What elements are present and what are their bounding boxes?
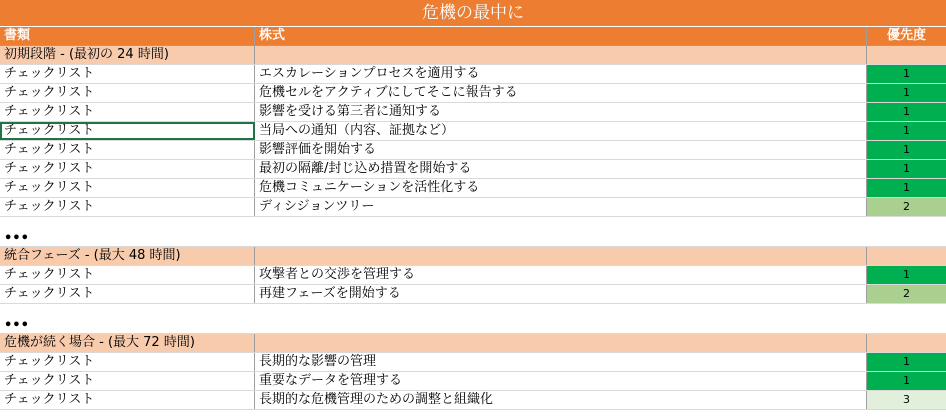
task-cell[interactable]: 再建フェーズを開始する [255, 285, 867, 303]
priority-cell[interactable]: 1 [867, 122, 946, 140]
table-row [0, 179, 946, 198]
task-cell[interactable]: 危機セルをアクティブにしてそこに報告する [255, 84, 867, 102]
priority-cell[interactable]: 1 [867, 84, 946, 102]
table-row [0, 266, 946, 285]
priority-cell[interactable]: 1 [867, 103, 946, 121]
ellipsis-row: ••• [0, 304, 946, 334]
task-cell[interactable]: 危機コミュニケーションを活性化する [255, 179, 867, 197]
section-empty[interactable] [255, 247, 867, 265]
doc-cell[interactable]: チェックリスト [0, 65, 255, 83]
table-row [0, 122, 946, 141]
task-cell[interactable]: 当局への通知（内容、証拠など） [255, 122, 867, 140]
doc-cell[interactable]: チェックリスト [0, 391, 255, 409]
header-doc[interactable]: 書類 [0, 27, 255, 45]
priority-cell[interactable]: 1 [867, 179, 946, 197]
table-row [0, 285, 946, 304]
doc-cell[interactable]: チェックリスト [0, 141, 255, 159]
table-row [0, 65, 946, 84]
task-cell[interactable]: 最初の隔離/封じ込め措置を開始する [255, 160, 867, 178]
task-cell[interactable]: ディシジョンツリー [255, 198, 867, 216]
priority-cell[interactable]: 1 [867, 65, 946, 83]
section-row [0, 46, 946, 65]
table-row [0, 198, 946, 217]
section-row [0, 334, 946, 353]
priority-cell[interactable]: 3 [867, 391, 946, 409]
priority-cell[interactable]: 1 [867, 353, 946, 371]
section-empty[interactable] [867, 46, 946, 64]
task-cell[interactable]: 長期的な影響の管理 [255, 353, 867, 371]
ellipsis-row: ••• [0, 217, 946, 247]
task-cell[interactable]: 長期的な危機管理のための調整と組織化 [255, 391, 867, 409]
table-row [0, 353, 946, 372]
priority-cell[interactable]: 2 [867, 285, 946, 303]
table-row [0, 84, 946, 103]
section-label[interactable]: 初期段階 - (最初の 24 時間) [0, 46, 255, 64]
doc-cell[interactable]: チェックリスト [0, 266, 255, 284]
priority-cell[interactable]: 2 [867, 198, 946, 216]
task-cell[interactable]: エスカレーションプロセスを適用する [255, 65, 867, 83]
table-row [0, 372, 946, 391]
table-row [0, 160, 946, 179]
table-row [0, 103, 946, 122]
doc-cell[interactable]: チェックリスト [0, 160, 255, 178]
task-cell[interactable]: 影響を受ける第三者に通知する [255, 103, 867, 121]
section-label[interactable]: 危機が続く場合 - (最大 72 時間) [0, 334, 255, 352]
section-empty[interactable] [255, 334, 867, 352]
table-row [0, 141, 946, 160]
section-empty[interactable] [255, 46, 867, 64]
section-empty[interactable] [867, 247, 946, 265]
priority-cell[interactable]: 1 [867, 160, 946, 178]
doc-cell[interactable]: チェックリスト [0, 84, 255, 102]
doc-cell[interactable]: チェックリスト [0, 372, 255, 390]
doc-cell[interactable]: チェックリスト [0, 179, 255, 197]
section-label[interactable]: 統合フェーズ - (最大 48 時間) [0, 247, 255, 265]
doc-cell-selected[interactable]: チェックリスト [0, 122, 255, 140]
priority-cell[interactable]: 1 [867, 372, 946, 390]
header-row [0, 27, 946, 46]
priority-cell[interactable]: 1 [867, 266, 946, 284]
section-row [0, 247, 946, 266]
task-cell[interactable]: 影響評価を開始する [255, 141, 867, 159]
priority-cell[interactable]: 1 [867, 141, 946, 159]
doc-cell[interactable]: チェックリスト [0, 353, 255, 371]
doc-cell[interactable]: チェックリスト [0, 285, 255, 303]
doc-cell[interactable]: チェックリスト [0, 103, 255, 121]
doc-cell[interactable]: チェックリスト [0, 198, 255, 216]
header-priority[interactable]: 優先度 [867, 27, 946, 45]
task-cell[interactable]: 攻撃者との交渉を管理する [255, 266, 867, 284]
task-cell[interactable]: 重要なデータを管理する [255, 372, 867, 390]
sheet-title: 危機の最中に [0, 0, 946, 27]
header-task[interactable]: 株式 [255, 27, 867, 45]
section-empty[interactable] [867, 334, 946, 352]
table-row [0, 391, 946, 410]
